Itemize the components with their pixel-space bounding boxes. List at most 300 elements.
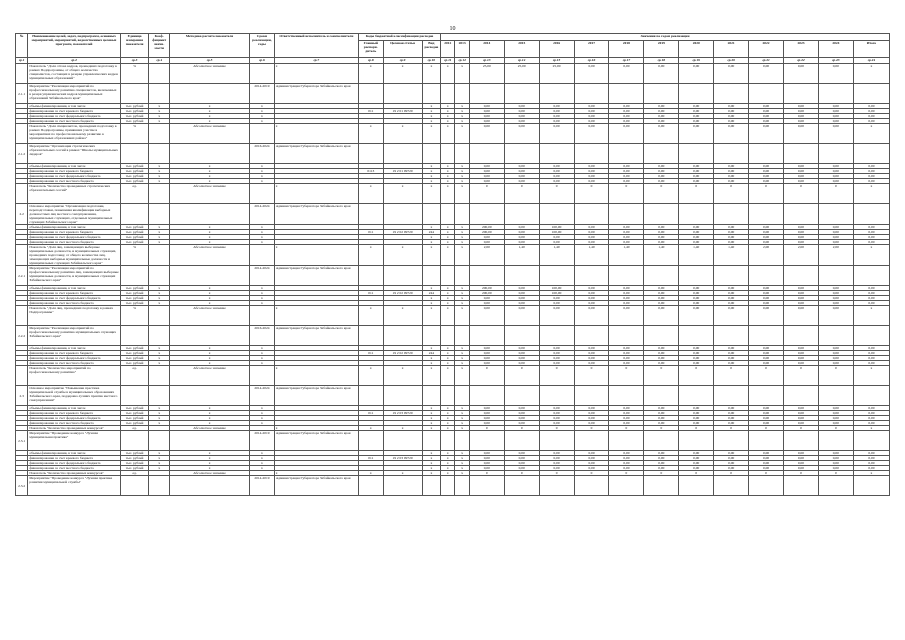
table-cell: 0,00 xyxy=(818,416,853,421)
table-cell: х xyxy=(170,230,250,235)
table-cell xyxy=(383,84,422,104)
table-cell: х xyxy=(455,361,469,366)
table-cell: 0,00 xyxy=(714,286,749,291)
table-cell xyxy=(469,476,504,496)
table-cell: 0,00 xyxy=(644,174,679,179)
table-cell: 100,00 xyxy=(539,225,574,230)
table-cell: 0,00 xyxy=(853,291,889,296)
table-cell xyxy=(16,184,28,204)
table-cell: 0 xyxy=(539,184,574,204)
table-cell: 011 xyxy=(358,109,383,114)
table-cell: 0,00 xyxy=(818,356,853,361)
table-cell: 0,00 xyxy=(574,351,609,356)
table-cell xyxy=(714,476,749,496)
table-cell: 0,00 xyxy=(784,179,819,184)
table-cell xyxy=(853,386,889,406)
table-cell xyxy=(853,431,889,451)
table-cell xyxy=(714,266,749,286)
table-cell: х xyxy=(441,169,455,174)
table-cell: тыс. рублей xyxy=(120,235,149,240)
column-index: гр.4 xyxy=(149,58,170,64)
table-cell: 0113 xyxy=(358,169,383,174)
table-cell xyxy=(149,64,170,84)
table-cell: 0,00 xyxy=(714,119,749,124)
table-cell: тыс. рублей xyxy=(120,461,149,466)
table-cell: 0,00 xyxy=(469,114,504,119)
table-cell: 2,00 xyxy=(784,245,819,266)
table-cell: х xyxy=(441,306,455,326)
table-cell: 0,00 xyxy=(749,164,784,169)
table-cell: х xyxy=(853,64,889,84)
table-cell: 0,00 xyxy=(853,104,889,109)
table-cell: Показатель "Доля лиц, замещающих выборные муниципальные должности, и муниципальных служащих, прошедших подготовку, от общего количества лиц, замещающих выборные муниципальные должности и муниципальных служащих Забайкальского края" xyxy=(28,245,120,266)
table-cell xyxy=(853,144,889,164)
table-cell: 0 xyxy=(749,471,784,476)
table-cell: 0 xyxy=(644,366,679,386)
table-cell: Мероприятие "Проведение конкурса "Лучшая практика развития муниципальной службы" xyxy=(28,476,120,496)
table-cell: х xyxy=(455,119,469,124)
header-name: Наименование целей, задач, подпрограмм, основных мероприятий, мероприятий, ведомственных целевых программ, показателей xyxy=(28,34,120,58)
table-cell xyxy=(679,431,714,451)
table-cell: х xyxy=(170,346,250,351)
table-cell: х xyxy=(422,109,440,114)
table-cell: х xyxy=(170,296,250,301)
table-cell: х xyxy=(170,351,250,356)
table-cell: 0,00 xyxy=(784,421,819,426)
table-cell: 0,00 xyxy=(818,456,853,461)
table-cell: Администрация Губернатора Забайкальского края xyxy=(274,386,358,406)
table-cell: 0,00 xyxy=(539,104,574,109)
table-cell: Абсолютное значение xyxy=(170,245,250,266)
table-cell xyxy=(455,204,469,225)
column-index: гр.17 xyxy=(609,58,644,64)
header-year: 2013 xyxy=(455,41,469,58)
table-cell: 0,00 xyxy=(679,230,714,235)
table-cell: х xyxy=(441,461,455,466)
table-cell: Администрация Губернатора Забайкальского края xyxy=(274,431,358,451)
table-cell xyxy=(149,326,170,346)
table-cell: х xyxy=(250,361,275,366)
table-cell: 19 2 01 09720 xyxy=(383,109,422,114)
table-cell: 0,00 xyxy=(784,351,819,356)
table-cell: 0,00 xyxy=(784,109,819,114)
table-cell: 244 xyxy=(422,230,440,235)
table-cell: Показатель "Количество проведенных стратегических образовательных сессий" xyxy=(28,184,120,204)
table-cell xyxy=(441,84,455,104)
table-cell: 0,00 xyxy=(469,169,504,174)
table-cell: 0,00 xyxy=(749,124,784,144)
table-cell: 0,00 xyxy=(539,169,574,174)
table-cell: 0,00 xyxy=(749,361,784,366)
table-cell xyxy=(358,144,383,164)
table-row xyxy=(16,245,890,266)
column-index: гр.8 xyxy=(358,58,383,64)
table-row xyxy=(16,124,890,144)
table-cell: 0,00 xyxy=(714,179,749,184)
table-cell xyxy=(422,266,440,286)
table-cell: 0,00 xyxy=(574,225,609,230)
table-cell: 0,00 xyxy=(818,291,853,296)
header-kbk-col: Целевая статья xyxy=(383,41,422,58)
table-cell: 0,00 xyxy=(784,64,819,84)
table-cell: х xyxy=(250,421,275,426)
table-cell: Администрация Губернатора Забайкальского края xyxy=(274,144,358,164)
table-cell xyxy=(609,386,644,406)
table-cell: х xyxy=(422,466,440,471)
table-cell: 0,00 xyxy=(469,451,504,456)
table-cell: 0,00 xyxy=(469,421,504,426)
table-cell: 0,00 xyxy=(679,286,714,291)
table-cell xyxy=(714,84,749,104)
table-cell: Основное мероприятие "Организация подготовки, переподготовки, повышения квалификации выборных должностных лиц местного самоуправления, муниципальных служащих, отдельных муниципальных служащих Забайкальского края" xyxy=(28,204,120,225)
table-cell xyxy=(149,84,170,104)
table-cell: х xyxy=(250,296,275,301)
table-cell: 0,00 xyxy=(784,301,819,306)
table-cell: х xyxy=(274,64,358,84)
table-cell: 1,40 xyxy=(644,245,679,266)
table-cell: 0,00 xyxy=(574,64,609,84)
table-cell: х xyxy=(274,184,358,204)
table-row xyxy=(16,144,890,164)
table-cell: 0,00 xyxy=(504,416,539,421)
table-cell xyxy=(539,84,574,104)
header-unit: Единица измерения показателя xyxy=(120,34,149,58)
table-cell: 2014-2024 xyxy=(250,266,275,286)
table-cell: 0,00 xyxy=(609,179,644,184)
table-cell xyxy=(120,326,149,346)
table-cell xyxy=(749,204,784,225)
table-cell: 0,00 xyxy=(504,230,539,235)
table-cell xyxy=(383,144,422,164)
table-cell xyxy=(441,144,455,164)
table-cell: х xyxy=(422,361,440,366)
table-cell xyxy=(441,386,455,406)
table-cell: 0,00 xyxy=(784,235,819,240)
table-cell: 0,00 xyxy=(679,109,714,114)
table-cell: х xyxy=(422,421,440,426)
table-cell: 0,00 xyxy=(853,164,889,169)
table-cell: 0 xyxy=(539,471,574,476)
table-cell: х xyxy=(170,104,250,109)
table-cell xyxy=(818,204,853,225)
table-cell: х xyxy=(422,426,440,431)
table-cell: 25,00 xyxy=(504,64,539,84)
table-cell: х xyxy=(358,426,383,431)
table-cell: 0 xyxy=(539,366,574,386)
table-cell xyxy=(679,144,714,164)
table-cell: 0,00 xyxy=(679,296,714,301)
table-cell: х xyxy=(441,240,455,245)
table-cell xyxy=(644,266,679,286)
table-cell: 0,00 xyxy=(504,346,539,351)
table-cell: х xyxy=(441,64,455,84)
table-cell: х xyxy=(149,301,170,306)
header-year: 2021 xyxy=(714,41,749,58)
table-cell xyxy=(149,431,170,451)
table-cell xyxy=(149,184,170,204)
table-cell xyxy=(679,204,714,225)
table-cell: 0,00 xyxy=(853,356,889,361)
table-cell xyxy=(539,326,574,346)
table-cell: 0,00 xyxy=(469,461,504,466)
table-cell: 0,00 xyxy=(749,461,784,466)
header-year: 2017 xyxy=(574,41,609,58)
table-cell xyxy=(170,386,250,406)
table-cell: 0,00 xyxy=(469,124,504,144)
table-cell: финансирование за счет краевого бюджета xyxy=(28,109,120,114)
table-cell: 0,00 xyxy=(609,466,644,471)
table-cell: финансирование за счет краевого бюджета xyxy=(28,230,120,235)
table-cell: х xyxy=(441,301,455,306)
table-cell: х xyxy=(441,416,455,421)
table-cell: 2016-2024 xyxy=(250,144,275,164)
table-cell: 0,00 xyxy=(644,416,679,421)
table-cell: 0,00 xyxy=(749,114,784,119)
table-cell xyxy=(358,266,383,286)
table-cell xyxy=(149,366,170,386)
table-cell: 0,00 xyxy=(784,286,819,291)
table-cell: 0,00 xyxy=(749,235,784,240)
table-cell xyxy=(784,266,819,286)
table-cell: 0,00 xyxy=(609,235,644,240)
table-cell: 0,00 xyxy=(574,174,609,179)
table-cell: 0,00 xyxy=(749,466,784,471)
table-cell: 0,00 xyxy=(818,466,853,471)
table-cell: 0,00 xyxy=(714,466,749,471)
table-cell xyxy=(469,386,504,406)
table-cell: 0 xyxy=(504,471,539,476)
table-row xyxy=(16,184,890,204)
table-cell: ед. xyxy=(120,366,149,386)
table-cell: 0,00 xyxy=(574,466,609,471)
column-index: гр.20 xyxy=(714,58,749,64)
table-cell: 0,00 xyxy=(539,411,574,416)
table-cell: 0,00 xyxy=(609,230,644,235)
table-cell: х xyxy=(441,114,455,119)
table-cell: х xyxy=(422,104,440,109)
table-cell: 0,00 xyxy=(679,169,714,174)
table-cell: Администрация Губернатора Забайкальского края xyxy=(274,266,358,286)
table-cell: 011 xyxy=(358,291,383,296)
table-cell xyxy=(250,124,275,144)
table-cell: 0,00 xyxy=(818,104,853,109)
table-cell: х xyxy=(441,245,455,266)
table-cell: 0,00 xyxy=(609,301,644,306)
table-cell: х xyxy=(422,306,440,326)
table-cell: х xyxy=(149,411,170,416)
table-cell: финансирование за счет федерального бюджета xyxy=(28,356,120,361)
table-cell: тыс. рублей xyxy=(120,356,149,361)
table-cell: 0,00 xyxy=(644,411,679,416)
table-cell: 0,00 xyxy=(749,406,784,411)
table-cell xyxy=(149,245,170,266)
table-cell: 0,00 xyxy=(853,456,889,461)
table-cell: х xyxy=(441,225,455,230)
table-cell: х xyxy=(383,124,422,144)
table-cell: тыс. рублей xyxy=(120,406,149,411)
table-cell: 0,00 xyxy=(469,416,504,421)
table-cell: х xyxy=(358,124,383,144)
table-cell: 0,00 xyxy=(853,466,889,471)
table-cell: х xyxy=(383,426,422,431)
table-cell: 0,00 xyxy=(818,351,853,356)
table-cell: х xyxy=(170,164,250,169)
table-cell: 0,00 xyxy=(504,104,539,109)
table-cell: 0,00 xyxy=(714,109,749,114)
table-cell: Мероприятие "Реализация мероприятий по профессиональному развитию лиц, замещающих выборные муниципальные должности, и муниципальных служащих Забайкальского края" xyxy=(28,266,120,286)
table-cell: 0,00 xyxy=(679,461,714,466)
table-cell: Администрация Губернатора Забайкальского края xyxy=(274,476,358,496)
table-cell: 0,00 xyxy=(853,119,889,124)
table-cell: 0,00 xyxy=(644,291,679,296)
table-cell xyxy=(358,431,383,451)
header-kbk-col: Вид расходов xyxy=(422,41,440,58)
table-cell xyxy=(818,326,853,346)
table-cell: х xyxy=(274,426,358,431)
table-cell xyxy=(170,84,250,104)
column-index: гр.10 xyxy=(422,58,440,64)
table-cell xyxy=(784,204,819,225)
table-cell xyxy=(358,386,383,406)
table-cell: х xyxy=(383,471,422,476)
table-cell: % xyxy=(120,306,149,326)
table-cell xyxy=(455,84,469,104)
table-cell: 0,00 xyxy=(784,451,819,456)
table-cell: х xyxy=(250,235,275,240)
table-cell: 0,00 xyxy=(714,361,749,366)
table-cell: Абсолютное значение xyxy=(170,471,250,476)
table-cell: 0 xyxy=(784,184,819,204)
table-cell xyxy=(679,386,714,406)
table-cell: 0,00 xyxy=(714,461,749,466)
table-cell: 0 xyxy=(714,426,749,431)
table-cell xyxy=(539,144,574,164)
table-cell: Показатель "Количество проведенных конкурсов" xyxy=(28,426,120,431)
table-cell: х xyxy=(170,451,250,456)
table-cell: 0 xyxy=(609,184,644,204)
table-cell xyxy=(250,306,275,326)
table-cell: х xyxy=(441,230,455,235)
table-cell xyxy=(170,476,250,496)
table-cell: 0 xyxy=(714,471,749,476)
table-cell: х xyxy=(170,461,250,466)
table-cell: х xyxy=(149,461,170,466)
header-executor: Ответственный исполнитель и соисполнители xyxy=(274,34,358,58)
table-cell: 0,00 xyxy=(574,286,609,291)
table-cell: 0,00 xyxy=(749,411,784,416)
table-cell: х xyxy=(853,366,889,386)
table-cell: 0,00 xyxy=(504,406,539,411)
table-cell: 0,00 xyxy=(784,114,819,119)
table-cell: финансирование за счет федерального бюджета xyxy=(28,174,120,179)
table-cell: х xyxy=(455,174,469,179)
table-cell: х xyxy=(455,426,469,431)
table-cell: 2,00 xyxy=(469,245,504,266)
table-cell: 0,00 xyxy=(609,416,644,421)
table-cell: 0,00 xyxy=(784,361,819,366)
table-cell: 0,00 xyxy=(679,421,714,426)
table-cell: 0 xyxy=(749,184,784,204)
column-index: гр.23 xyxy=(818,58,853,64)
table-cell: Мероприятие "Реализация мероприятий по профессиональному развитию специалистов, включенных в резерв управленческих кадров муниципальных образований Забайкальского края" xyxy=(28,84,120,104)
table-cell xyxy=(383,476,422,496)
table-cell: 0,00 xyxy=(644,406,679,411)
table-cell: 25,00 xyxy=(469,64,504,84)
table-cell: Администрация Губернатора Забайкальского края xyxy=(274,204,358,225)
table-cell: финансирование за счет краевого бюджета xyxy=(28,456,120,461)
table-cell xyxy=(504,144,539,164)
table-cell: 0,00 xyxy=(469,240,504,245)
table-cell: % xyxy=(120,64,149,84)
table-cell: 0,00 xyxy=(714,169,749,174)
table-cell: 0,00 xyxy=(539,456,574,461)
table-cell: 0,00 xyxy=(679,346,714,351)
table-cell: 0,00 xyxy=(818,179,853,184)
table-cell: х xyxy=(170,286,250,291)
table-cell: 0,00 xyxy=(644,179,679,184)
table-cell xyxy=(853,84,889,104)
table-cell: х xyxy=(250,301,275,306)
table-cell xyxy=(853,476,889,496)
table-cell: 0,00 xyxy=(679,291,714,296)
table-cell: х xyxy=(149,456,170,461)
table-cell: 0,00 xyxy=(609,351,644,356)
table-cell: Показатель "Количество мероприятий по профессиональному развитию" xyxy=(28,366,120,386)
table-cell: 0,00 xyxy=(818,169,853,174)
table-cell: х xyxy=(455,230,469,235)
table-cell xyxy=(853,204,889,225)
table-cell xyxy=(16,366,28,386)
table-cell: х xyxy=(422,451,440,456)
table-cell: х xyxy=(422,366,440,386)
table-cell: х xyxy=(455,245,469,266)
table-cell: х xyxy=(455,411,469,416)
table-cell xyxy=(469,266,504,286)
table-cell: 2014-2024 xyxy=(250,204,275,225)
table-cell: финансирование за счет краевого бюджета xyxy=(28,169,120,174)
table-cell: 0,00 xyxy=(714,406,749,411)
table-cell: 0,00 xyxy=(818,451,853,456)
table-cell: 0,00 xyxy=(469,406,504,411)
table-cell: х xyxy=(170,291,250,296)
table-cell xyxy=(469,326,504,346)
table-cell: х xyxy=(455,301,469,306)
table-cell xyxy=(441,266,455,286)
table-cell: 0,00 xyxy=(818,235,853,240)
table-cell: 0,00 xyxy=(469,351,504,356)
table-cell: х xyxy=(422,471,440,476)
table-cell: х xyxy=(441,451,455,456)
table-cell xyxy=(469,431,504,451)
table-cell: х xyxy=(455,179,469,184)
table-cell xyxy=(441,326,455,346)
table-cell: 0,00 xyxy=(609,64,644,84)
table-cell xyxy=(383,204,422,225)
table-cell: тыс. рублей xyxy=(120,301,149,306)
table-cell: 0,00 xyxy=(853,179,889,184)
header-year: 2024 xyxy=(818,41,853,58)
table-cell: 0,00 xyxy=(644,456,679,461)
table-cell: 0,00 xyxy=(853,411,889,416)
table-row xyxy=(16,306,890,326)
table-cell: х xyxy=(149,225,170,230)
table-cell: 0,00 xyxy=(644,421,679,426)
table-cell: 0,00 xyxy=(749,174,784,179)
table-cell: 0,00 xyxy=(714,64,749,84)
table-cell: х xyxy=(455,456,469,461)
table-cell: х xyxy=(274,124,358,144)
table-cell: 0,00 xyxy=(504,421,539,426)
